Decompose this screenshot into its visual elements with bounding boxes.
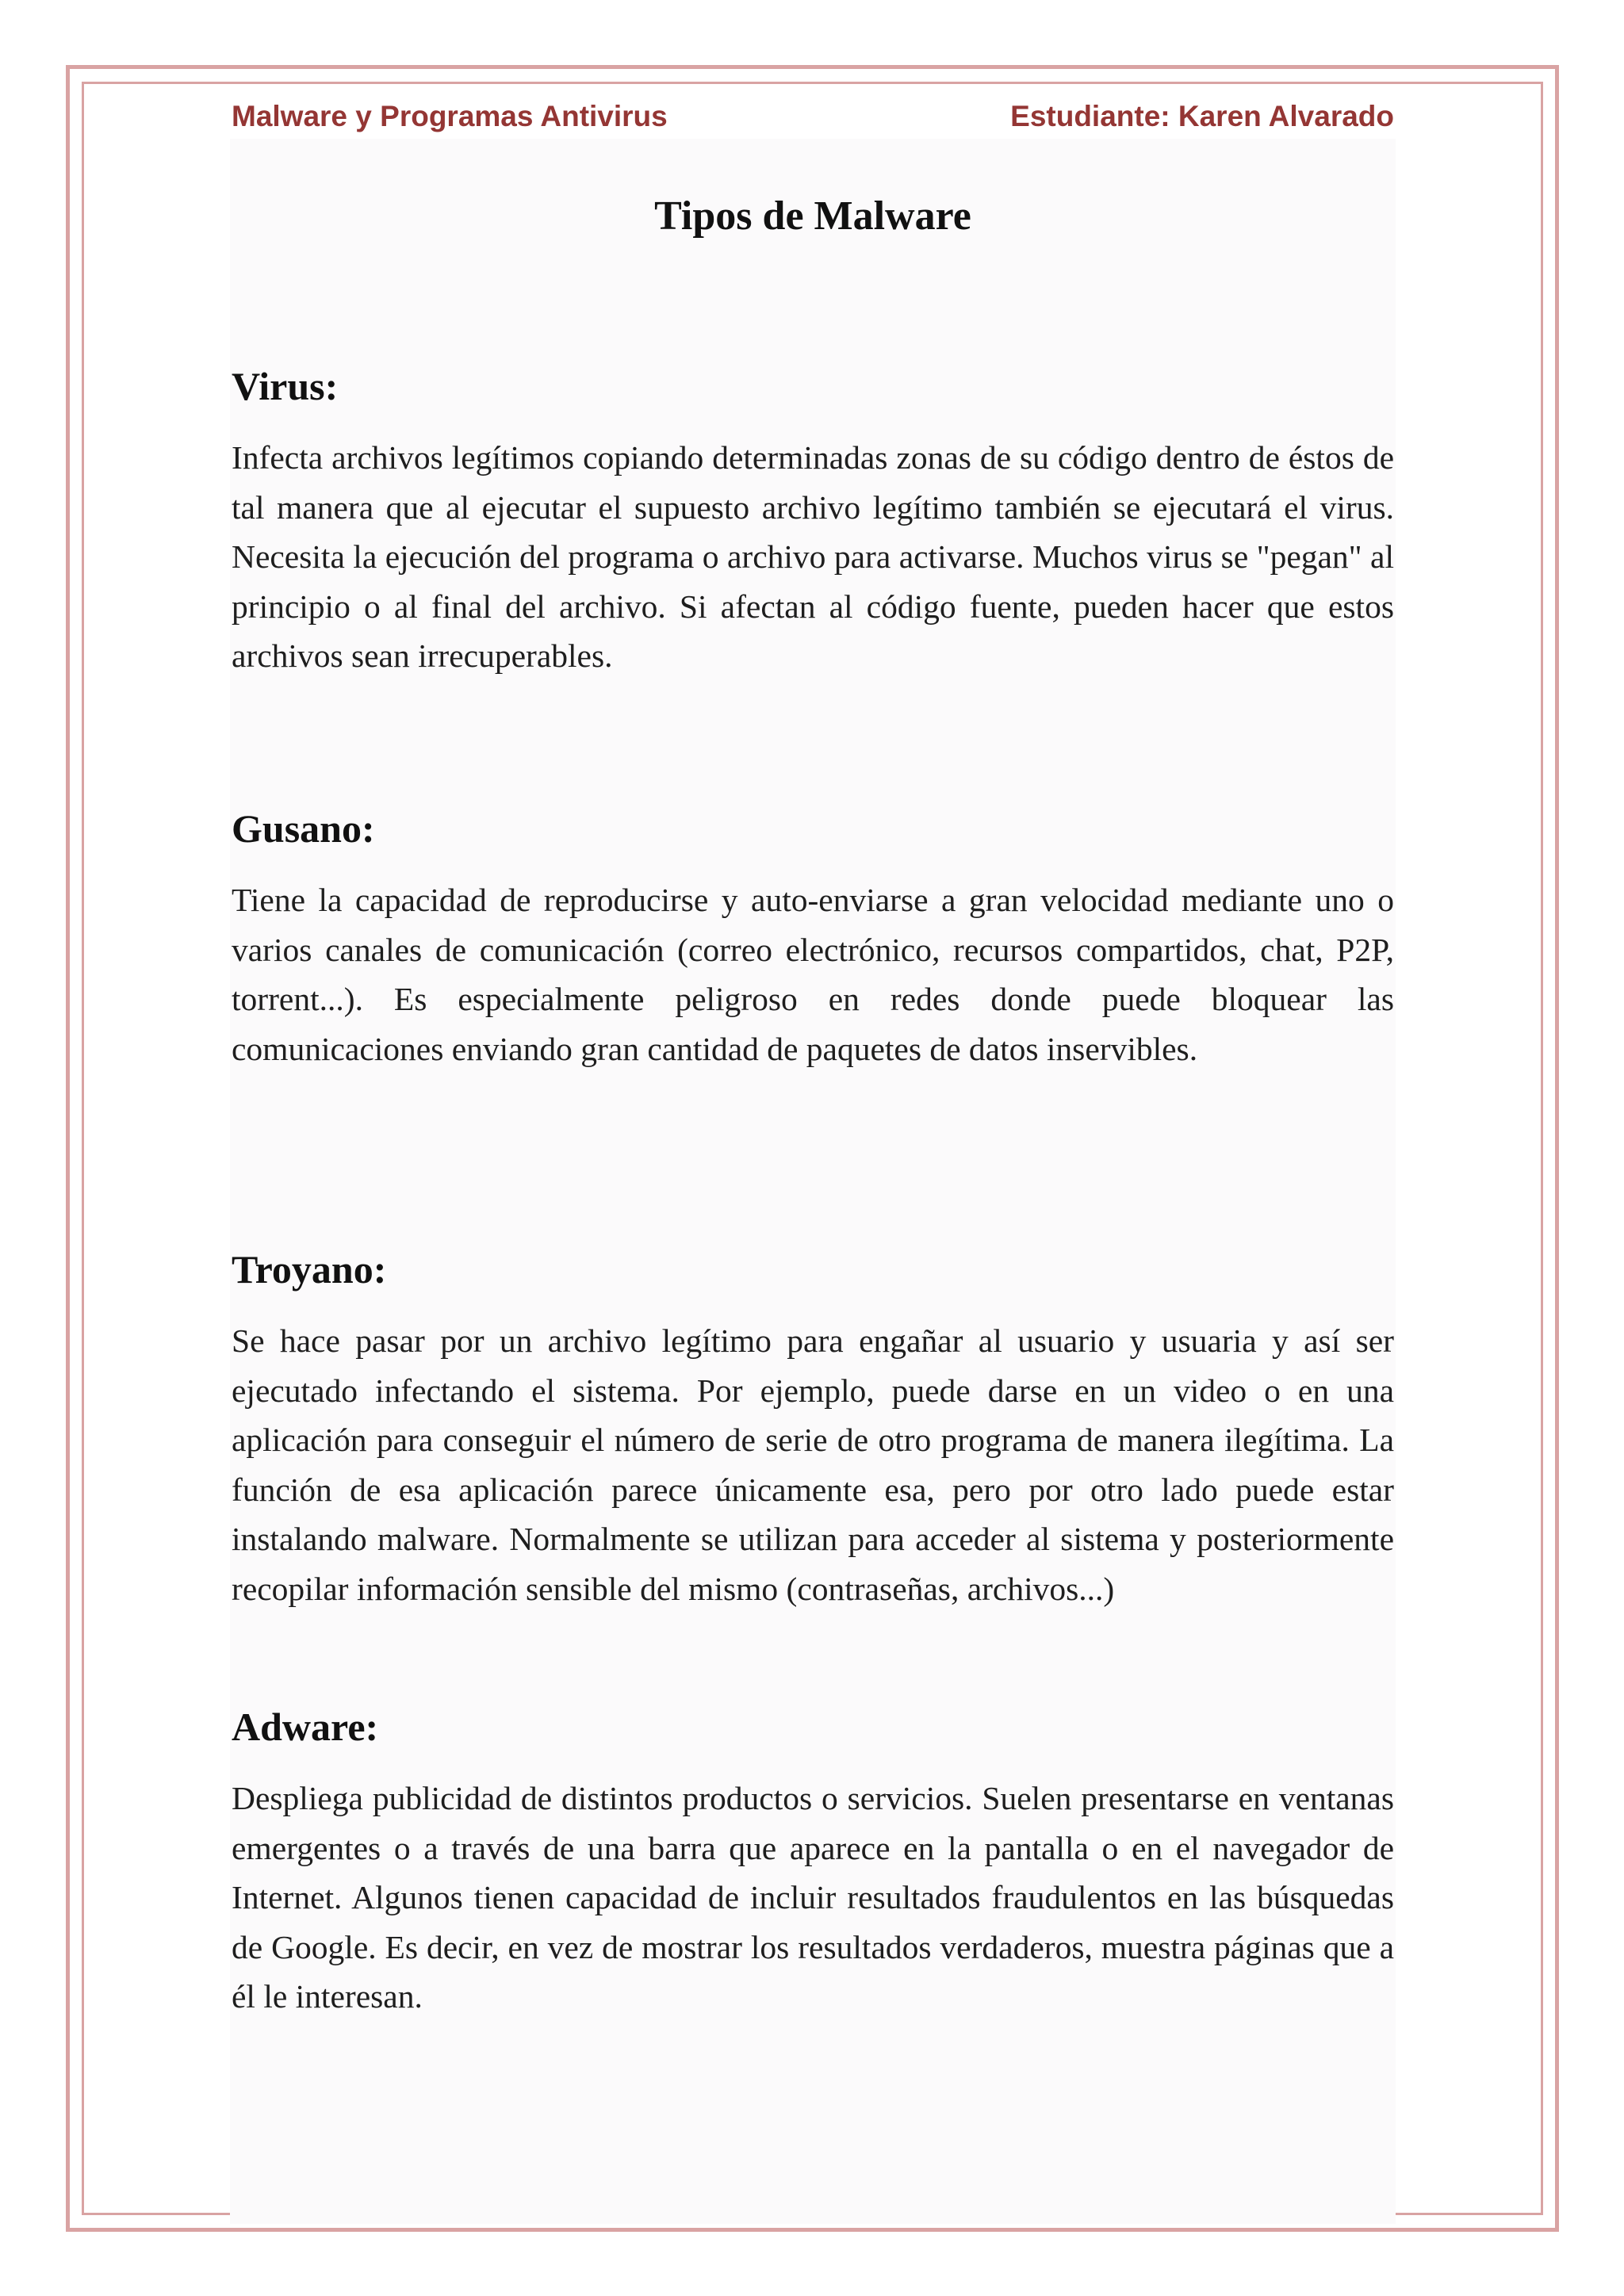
section-body: Se hace pasar por un archivo legítimo para engañar al usuario y usuaria y así ser ejecutado infectando el sistema. Por ejemplo, puede darse en un video o en una aplicación para conseguir el número de serie de otro programa de manera ilegítima. La función de esa aplicación parece únicamente esa, pero por otro lado puede estar instalando malware. Normalmente se utilizan para acceder al sistema y posteriormente recopilar información sensible del mismo (contraseñas, archivos...) [232, 1322, 1394, 1607]
document-title: Tipos de Malware [654, 193, 971, 239]
section-troyano [232, 1242, 1394, 1613]
section-body: Infecta archivos legítimos copiando determinadas zonas de su código dentro de éstos de tal manera que al ejecutar el supuesto archivo legítimo también se ejecutará el virus. Necesita la ejecución del programa o archivo para activarse. Muchos virus se "pegan" al principio o al final del archivo. Si afectan al código fuente, pueden hacer que estos archivos sean irrecuperables. [232, 439, 1394, 674]
section-body: Despliega publicidad de distintos productos o servicios. Suelen presentarse en ventanas emergentes o a través de una barra que aparece en la pantalla o en el navegador de Internet. Algunos tienen capacidad de incluir resultados fraudulentos en las búsquedas de Google. Es decir, en vez de mostrar los resultados verdaderos, muestra páginas que a él le interesan. [232, 1780, 1394, 2015]
header-student-name: Estudiante: Karen Alvarado [1010, 100, 1394, 132]
section-heading: Virus: [232, 364, 339, 408]
section-gusano [232, 801, 1394, 1073]
section-adware [232, 1699, 1394, 2022]
section-heading: Gusano: [232, 806, 375, 851]
page-header [232, 97, 1394, 136]
header-course-title: Malware y Programas Antivirus [232, 100, 668, 132]
section-virus [232, 358, 1394, 681]
section-body: Tiene la capacidad de reproducirse y auto-enviarse a gran velocidad mediante uno o varios canales de comunicación (correo electrónico, recursos compartidos, chat, P2P, torrent...). Es especialmente peligroso en redes donde puede bloquear las comunicaciones enviando gran cantidad de paquetes de datos inservibles. [232, 882, 1394, 1067]
section-heading: Troyano: [232, 1247, 387, 1292]
section-heading: Adware: [232, 1705, 379, 1749]
